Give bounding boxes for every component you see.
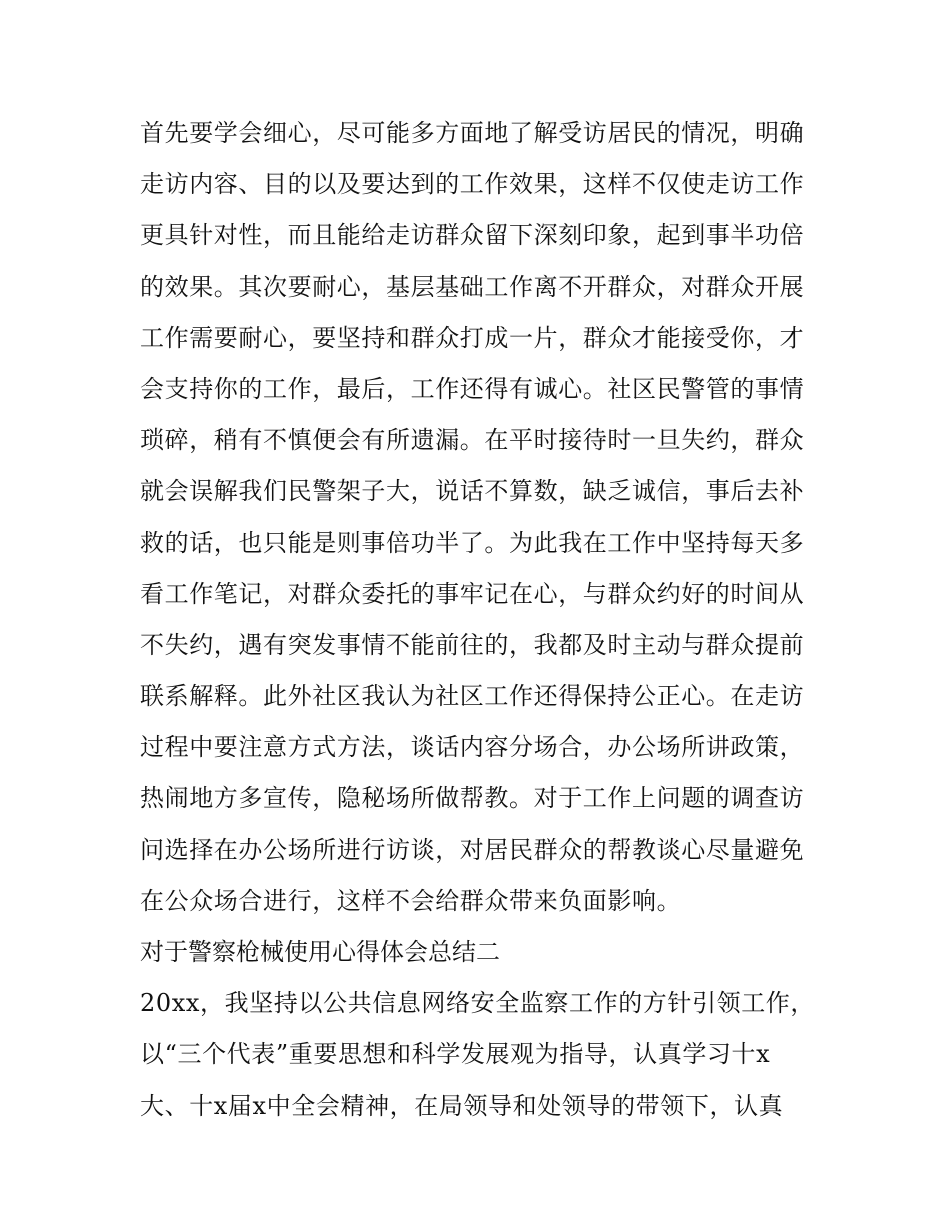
text-line: 工作需要耐心，要坚持和群众打成一片，群众才能接受你，才 (140, 323, 805, 352)
text-line: 以“三个代表”重要思想和科学发展观为指导，认真学习十x (140, 1040, 771, 1069)
text-line: 联系解释。此外社区我认为社区工作还得保持公正心。在走访 (140, 682, 805, 711)
text-line: 更具针对性，而且能给走访群众留下深刻印象，起到事半功倍 (140, 221, 805, 250)
text-line: 问选择在办公场所进行访谈，对居民群众的帮教谈心尽量避免 (140, 835, 805, 864)
text-line: 救的话，也只能是则事倍功半了。为此我在工作中坚持每天多 (140, 528, 805, 557)
text-line: 过程中要注意方式方法，谈话内容分场合，办公场所讲政策， (140, 733, 805, 762)
text-line: 琐碎，稍有不慎便会有所遗漏。在平时接待时一旦失约，群众 (140, 426, 805, 455)
text-line: 不失约，遇有突发事情不能前往的，我都及时主动与群众提前 (140, 630, 805, 659)
text-line: 大、十x届x中全会精神，在局领导和处领导的带领下，认真 (140, 1091, 784, 1120)
text-line: 在公众场合进行，这样不会给群众带来负面影响。 (140, 886, 682, 915)
text-line: 就会误解我们民警架子大，说话不算数，缺乏诚信，事后去补 (140, 477, 805, 506)
text-line: 首先要学会细心，尽可能多方面地了解受访居民的情况，明确 (140, 119, 805, 147)
text-line: 走访内容、目的以及要达到的工作效果，这样不仅使走访工作 (140, 170, 805, 199)
text-line: 热闹地方多宣传，隐秘场所做帮教。对于工作上问题的调查访 (140, 784, 805, 813)
text-line: 会支持你的工作，最后，工作还得有诚心。社区民警管的事情 (140, 374, 805, 403)
section-heading: 对于警察枪械使用心得体会总结二 (140, 938, 500, 966)
text-line: 的效果。其次要耐心，基层基础工作离不开群众，对群众开展 (140, 272, 805, 301)
body-text (140, 108, 830, 1132)
text-line: 20xx，我坚持以公共信息网络安全监察工作的方针引领工作， (140, 989, 816, 1018)
text-line: 看工作笔记，对群众委托的事牢记在心，与群众约好的时间从 (140, 579, 805, 608)
